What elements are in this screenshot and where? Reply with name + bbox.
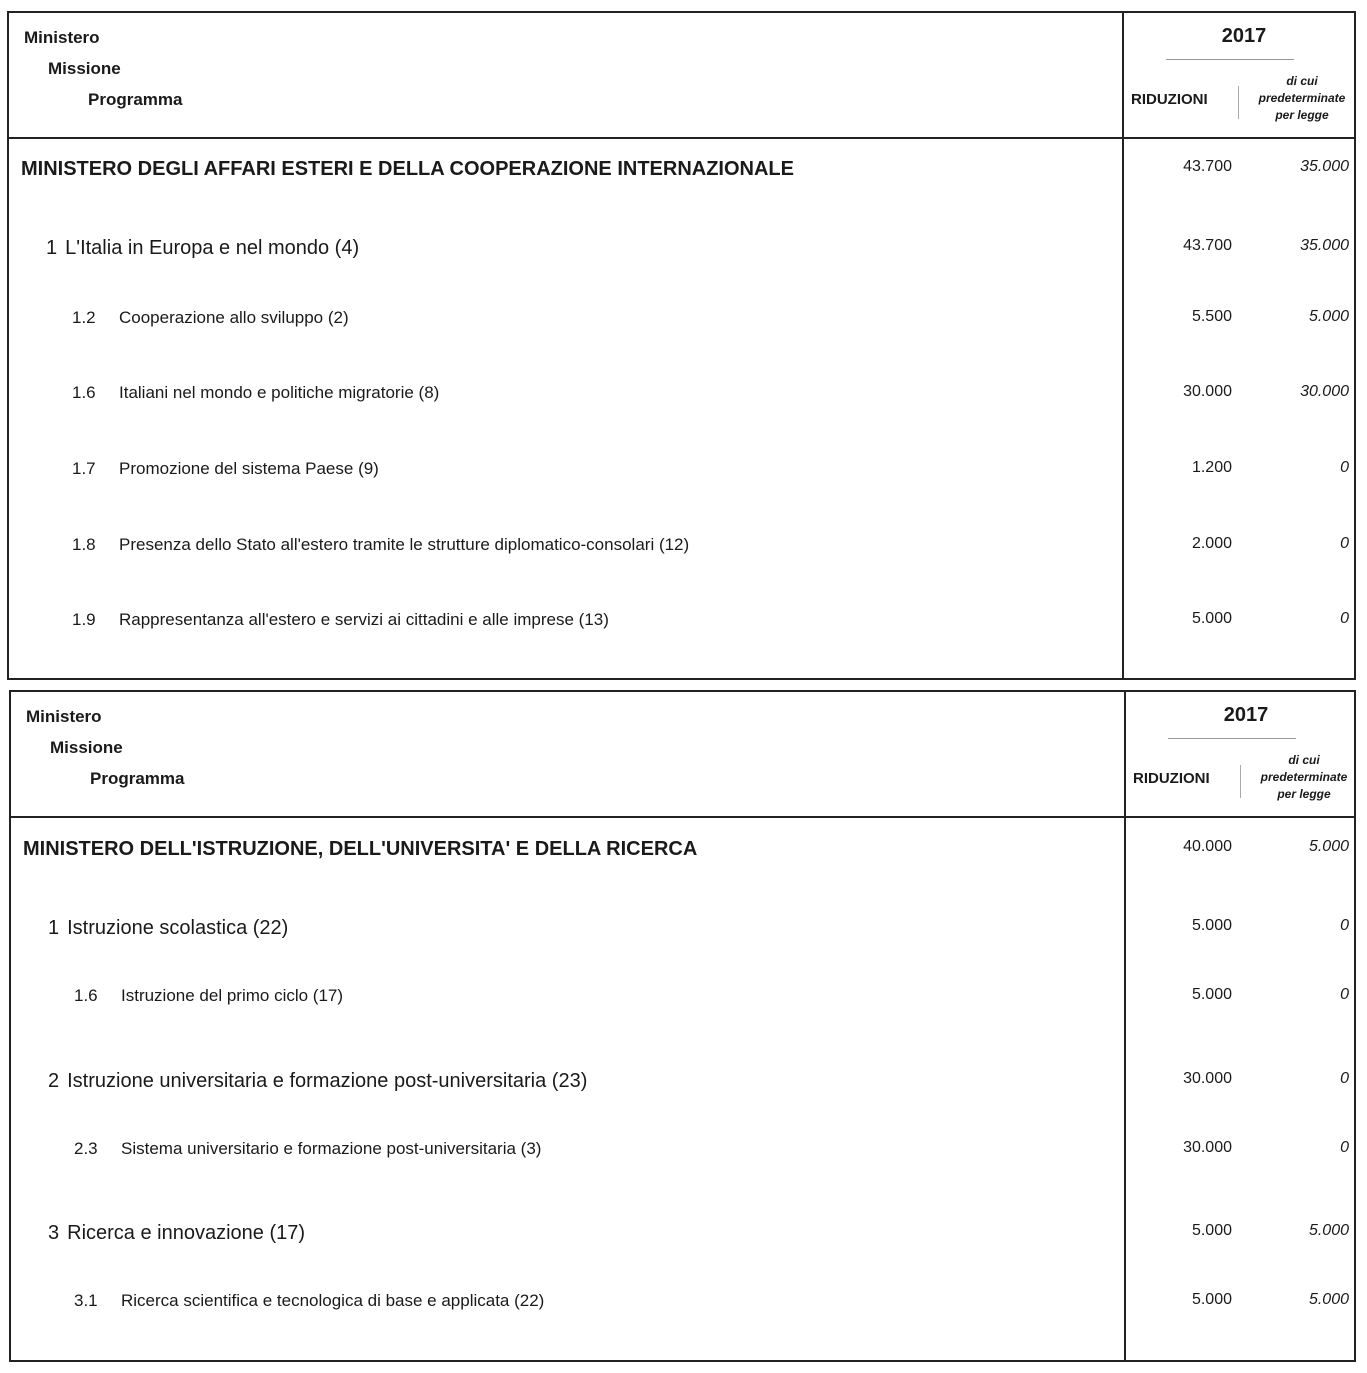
year-underline [1166,59,1294,60]
programma-label [72,308,349,328]
missione-title: Ricerca e innovazione (17) [67,1222,306,1244]
programma-code: 1.6 [72,383,96,402]
riduzioni-value: 30.000 [1183,383,1232,400]
programma-label [72,610,609,630]
predeterminate-value: 0 [1340,610,1349,627]
riduzioni-value: 30.000 [1183,1070,1232,1087]
riduzioni-value: 5.000 [1191,986,1232,1003]
predeterminate-value: 5.000 [1308,308,1349,325]
predeterminate-value: 0 [1340,459,1349,476]
missione-label [48,1222,305,1245]
programma-title: Ricerca scientifica e tecnologica di base e applicata (22) [121,1291,545,1310]
predeterminate-value: 0 [1340,986,1349,1003]
missione-code: 1 [46,237,58,259]
subcolumn-divider [1240,765,1241,798]
programma-code: 3.1 [74,1291,98,1310]
riduzioni-value: 5.500 [1191,308,1232,325]
missione-code: 1 [48,917,60,939]
header-predeterminate: di cui predeterminate per legge [1258,74,1346,122]
ministero-title: MINISTERO DEGLI AFFARI ESTERI E DELLA COOPERAZIONE INTERNAZIONALE [21,158,794,180]
ministero-label [23,838,697,861]
header-riduzioni: RIDUZIONI [1131,91,1208,108]
riduzioni-value: 5.000 [1191,610,1232,627]
programma-title: Sistema universitario e formazione post-universitaria (3) [121,1139,542,1158]
missione-code: 2 [48,1070,60,1092]
column-divider [1124,692,1126,1360]
predeterminate-value: 0 [1340,917,1349,934]
programma-title: Cooperazione allo sviluppo (2) [119,308,349,327]
predeterminate-value: 0 [1340,1139,1349,1156]
predeterminate-value: 5.000 [1308,1291,1349,1308]
header-year: 2017 [1221,25,1267,47]
missione-title: L'Italia in Europa e nel mondo (4) [65,237,360,259]
programma-label [72,535,689,555]
missione-label [48,1070,587,1093]
programma-code: 1.7 [72,459,96,478]
header-programma: Programma [88,90,183,109]
riduzioni-value: 43.700 [1183,237,1232,254]
predeterminate-value: 35.000 [1300,158,1349,175]
riduzioni-value: 5.000 [1191,917,1232,934]
riduzioni-value: 5.000 [1191,1291,1232,1308]
programma-code: 1.2 [72,308,96,327]
programma-label [74,1291,544,1311]
predeterminate-value: 0 [1340,1070,1349,1087]
missione-code: 3 [48,1222,60,1244]
programma-title: Italiani nel mondo e politiche migratorie (8) [119,383,440,402]
programma-code: 1.9 [72,610,96,629]
header-missione: Missione [50,738,123,757]
year-underline [1168,738,1296,739]
programma-code: 2.3 [74,1139,98,1158]
programma-label [72,383,439,403]
riduzioni-value: 30.000 [1183,1139,1232,1156]
predeterminate-value: 0 [1340,535,1349,552]
missione-title: Istruzione scolastica (22) [67,917,289,939]
riduzioni-value: 2.000 [1191,535,1232,552]
header-divider [9,137,1354,139]
ministero-title: MINISTERO DELL'ISTRUZIONE, DELL'UNIVERSITA' E DELLA RICERCA [23,838,698,860]
missione-title: Istruzione universitaria e formazione post-universitaria (23) [67,1070,588,1092]
header-ministero: Ministero [26,707,102,726]
programma-label [74,1139,541,1159]
header-ministero: Ministero [24,28,100,47]
riduzioni-value: 1.200 [1191,459,1232,476]
riduzioni-value: 40.000 [1183,838,1232,855]
programma-title: Rappresentanza all'estero e servizi ai cittadini e alle imprese (13) [119,610,609,629]
programma-label [74,986,343,1006]
predeterminate-value: 35.000 [1300,237,1349,254]
missione-label [48,917,288,940]
ministero-label [21,158,794,181]
header-missione: Missione [48,59,121,78]
predeterminate-value: 30.000 [1300,383,1349,400]
header-riduzioni: RIDUZIONI [1133,770,1210,787]
predeterminate-value: 5.000 [1308,838,1349,855]
missione-label [46,237,359,260]
budget-table-istruzione [9,690,1356,1362]
header-year: 2017 [1223,704,1269,726]
programma-label [72,459,379,479]
column-divider [1122,13,1124,678]
riduzioni-value: 5.000 [1191,1222,1232,1239]
programma-title: Presenza dello Stato all'estero tramite le strutture diplomatico-consolari (12) [119,535,690,554]
predeterminate-value: 5.000 [1308,1222,1349,1239]
budget-table-esteri [7,11,1356,680]
subcolumn-divider [1238,86,1239,119]
programma-title: Promozione del sistema Paese (9) [119,459,379,478]
header-programma: Programma [90,769,185,788]
programma-code: 1.6 [74,986,98,1005]
programma-title: Istruzione del primo ciclo (17) [121,986,344,1005]
riduzioni-value: 43.700 [1183,158,1232,175]
programma-code: 1.8 [72,535,96,554]
header-predeterminate: di cui predeterminate per legge [1260,753,1348,801]
header-divider [11,816,1354,818]
